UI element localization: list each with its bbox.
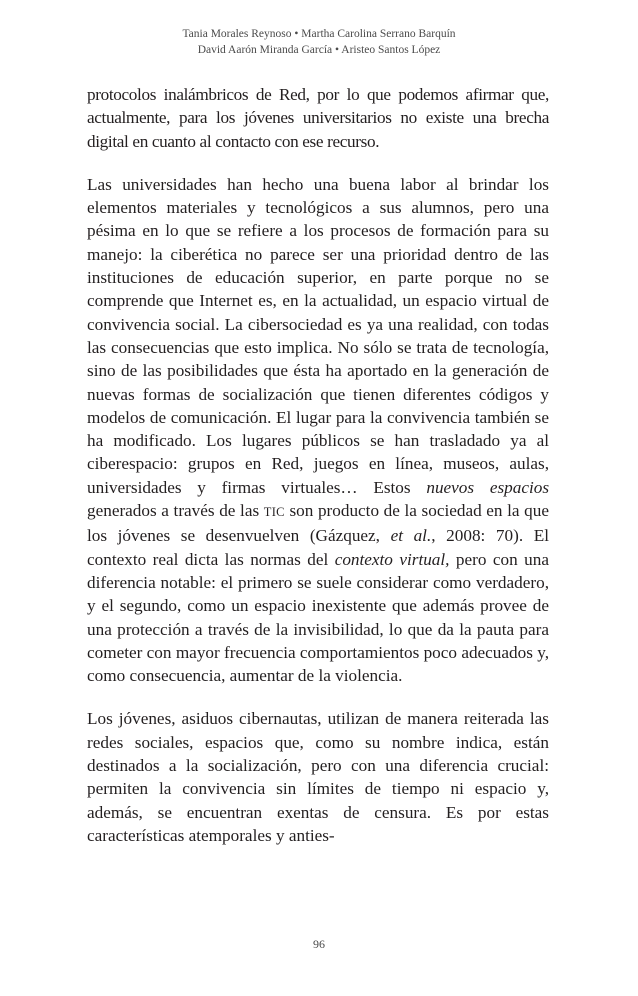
paragraph-2-part-4: , 2008: 70). El contexto real dicta las normas del — [87, 526, 550, 569]
body-text — [87, 83, 549, 867]
italic-et-al: et al. — [390, 526, 432, 546]
italic-contexto-virtual: contexto virtual, — [334, 549, 450, 569]
paragraph-2-part-2: generados a través de las — [87, 501, 264, 521]
paragraph-2 — [87, 173, 549, 688]
paragraph-3: Los jóvenes, asiduos cibernautas, utilizan de manera reiterada las redes sociales, espacios que, como su nombre indica, están destinados a la socialización, pero con una diferencia crucial: permiten la convivencia sin límites de tiempo ni espacio y, además, se encuentran exentas de censura. Es por estas características atemporales y anties- — [87, 709, 549, 845]
page-number: 96 — [313, 937, 325, 951]
smallcaps-tic: TIC — [263, 505, 285, 520]
paragraph-2-part-5: pero con una diferencia notable: el primero se suele considerar como verdadero, y el segundo, como un espacio inexistente que además provee de una protección a través de la invisibilidad, lo que da la pauta para cometer con mayor frecuencia comportamientos poco adecuados y, como consecuencia, aumentar de la violencia. — [87, 549, 549, 686]
running-head-authors-line-1: Tania Morales Reynoso • Martha Carolina Serrano Barquín — [182, 28, 456, 40]
paragraph-2-part-1: Las universidades han hecho una buena labor al brindar los elementos materiales y tecnológicos a sus alumnos, pero una pésima en lo que se refiere a los procesos de formación para su manejo: la ciberética no parece ser una prioridad dentro de las instituciones de educación superior, en parte porque no se comprende que Internet es, en la actualidad, un espacio virtual de convivencia social. La cibersociedad es ya una realidad, con todas las consecuencias que esto implica. No sólo se trata de tecnología, sino de las posibilidades que ésta ha aportado en la generación de nuevas formas de socialización que tienen diferentes códigos y modelos de comunicación. El lugar para la convivencia también se ha modificado. Los lugares públicos se han trasladado ya al ciberespacio: grupos en Red, juegos en línea, museos, aulas, universidades y firmas virtuales… Estos — [87, 174, 549, 497]
italic-nuevos-espacios: nuevos espacios — [426, 477, 550, 497]
running-head-authors-line-2: David Aarón Miranda García • Aristeo Santos López — [197, 44, 441, 56]
running-head — [0, 26, 638, 58]
paragraph-1: protocolos inalámbricos de Red, por lo que podemos afirmar que, actualmente, para los jóvenes universitarios no existe una brecha digital en cuanto al contacto con ese recurso. — [87, 85, 549, 151]
paragraph-2-part-3: son producto de la sociedad en la que los jóvenes se desenvuelven (Gázquez, — [87, 501, 549, 546]
